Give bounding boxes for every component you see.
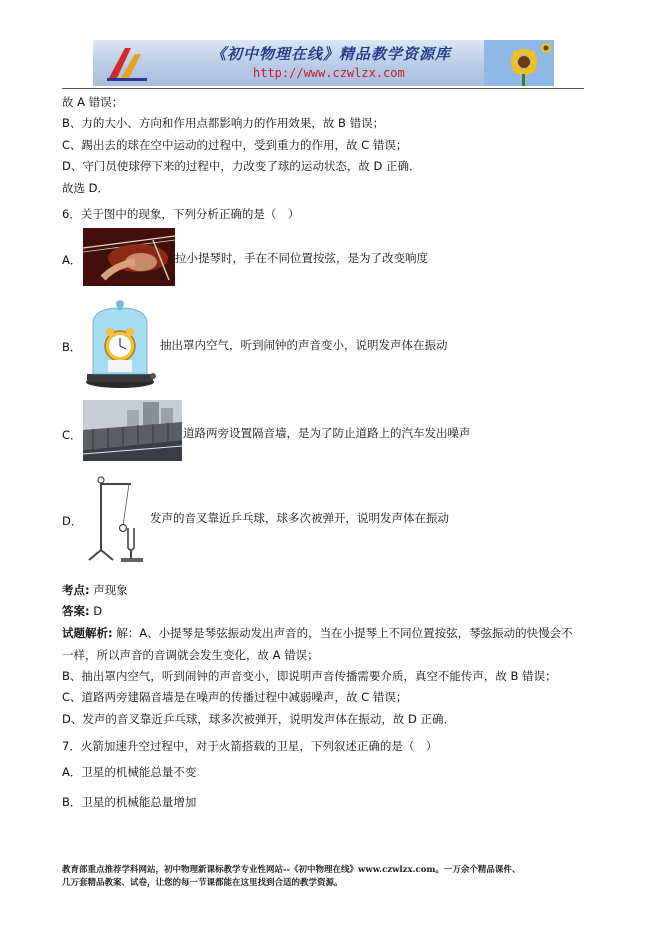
prev-line-2: B、力的大小、方向和作用点都影响力的作用效果，故 B 错误； [62,116,385,130]
q7-option-b-label: B． [62,795,82,809]
answer-value: D [93,604,103,618]
site-logo-icon [105,44,149,82]
q6-option-c-text: 道路两旁设置隔音墙，是为了防止道路上的汽车发出噪声 [183,426,471,440]
q6-option-d-label: D． [62,514,83,528]
tuning-fork-pingpong [83,470,149,564]
q6-option-b-label: B． [62,340,82,354]
prev-line-4: D、守门员使球停下来的过程中，力改变了球的运动状态，故 D 正确． [62,159,421,173]
noise-barrier-road [83,400,182,461]
q6-option-c-label: C． [62,428,82,442]
footer-line-1: 教育部重点推荐学科网站，初中物理新课标教学专业性网站--《初中物理在线》www.czwlzx.com。一万余个精品课件、 [62,865,521,875]
sunflower-icon [484,40,554,86]
banner-title: 《初中物理在线》精品教学资源库 [211,45,452,63]
q6-option-a-label: A． [62,253,82,267]
analysis-line-1 [62,625,573,641]
kaodian-label: 考点: [62,583,90,597]
prev-line-5: 故选 D． [62,181,110,195]
q6-option-b-text: 抽出罩内空气，听到闹钟的声音变小，说明发声体在振动 [160,338,448,352]
q7-stem: 7．火箭加速升空过程中，对于火箭搭载的卫星，下列叙述正确的是（ ） [62,739,438,753]
bell-jar-alarm-clock [83,296,157,390]
analysis-text-1: 解：A、小提琴是琴弦振动发出声音的，当在小提琴上不同位置按弦，琴弦振动的快慢会不 [116,626,573,640]
header-rule [62,88,584,89]
q6-stem: 6．关于图中的现象，下列分析正确的是（ ） [62,207,300,221]
footer-line-2: 几万套精品教案、试卷，让您的每一节课都能在这里找到合适的教学资源。 [62,878,343,888]
banner-url[interactable]: http://www.czwlzx.com [253,66,405,80]
kaodian-row [62,582,128,598]
q7-option-a-label: A． [62,765,82,779]
analysis-line-4: C、道路两旁建隔音墙是在噪声的传播过程中减弱噪声，故 C 错误； [62,690,408,704]
q7-option-a [62,764,196,780]
analysis-line-3: B、抽出罩内空气，听到闹钟的声音变小，即说明声音传播需要介质，真空不能传声，故 B 错误； [62,669,557,683]
analysis-label: 试题解析: [62,626,113,640]
q7-option-a-text: 卫星的机械能总量不变 [81,765,197,779]
q7-option-b [62,794,196,810]
q6-option-d-text: 发声的音叉靠近乒乓球，球多次被弹开，说明发声体在振动 [150,511,449,525]
prev-line-3: C、踢出去的球在空中运动的过程中，受到重力的作用，故 C 错误； [62,138,408,152]
analysis-line-2: 一样，所以声音的音调就会发生变化，故 A 错误； [62,648,319,662]
q6-option-a-text: 拉小提琴时，手在不同位置按弦，是为了改变响度 [175,251,428,265]
analysis-line-5: D、发声的音叉靠近乒乓球，球多次被弹开，说明发声体在振动，故 D 正确． [62,712,456,726]
kaodian-value: 声现象 [93,583,128,597]
prev-line-1: 故 A 错误； [62,95,124,109]
header-banner [93,40,554,86]
answer-label: 答案: [62,604,90,618]
violin-photo [83,228,175,286]
q7-option-b-text: 卫星的机械能总量增加 [81,795,197,809]
answer-row [62,603,102,619]
